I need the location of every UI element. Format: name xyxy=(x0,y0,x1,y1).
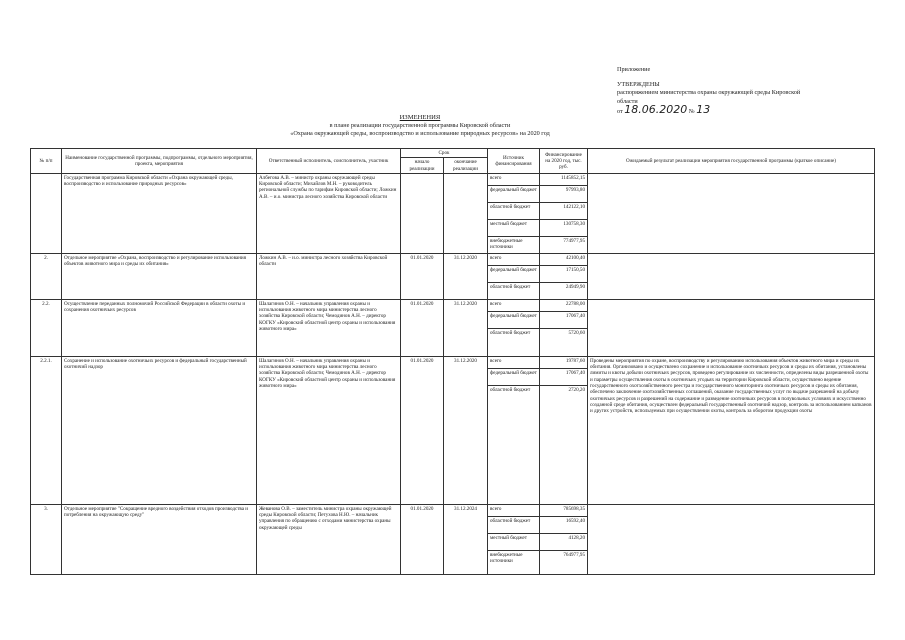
row-funding xyxy=(540,504,588,574)
row-end: 31.12.2024 xyxy=(444,504,488,574)
row-name: Осуществление переданных полномочий Российской Федерации в области охоты и сохранения охотничьих ресурсов xyxy=(62,299,257,356)
plan-table xyxy=(30,148,875,575)
row-executor: Шалагинов О.Н. – начальник управления охраны и использования животного мира министерства лесного хозяйства Кировской области; Чемодинов А.Н. – директор КОГКУ «Кировский областной центр охраны и использования животного мира» xyxy=(257,356,401,504)
row-num xyxy=(31,173,62,253)
order-line-1: распоряжением министерства охраны окружающей среды Кировской xyxy=(617,89,801,96)
row-executor: Жеванова О.В. – заместитель министра охраны окружающей среды Кировской области; Петухова Н.Ю. – начальник управления по обращению с отходами министерства охраны окружающей среды xyxy=(257,504,401,574)
funding-value: 5720,60 xyxy=(568,329,585,336)
approval-block xyxy=(617,66,897,117)
row-executor: Албегова А.В. – министр охраны окружающей среды Кировской области; Михайлов М.Н. – руководитель региональной службы по тарифам Кировской области; Ложкин А.В. – и.о. министра лесного хозяйства Кировской области xyxy=(257,173,401,253)
source-label: всего xyxy=(488,300,539,312)
source-label: местный бюджет xyxy=(488,220,539,237)
table-row xyxy=(31,299,875,356)
row-name: Сохранение и использование охотничьих ресурсов и федеральный государственный охотничий надзор xyxy=(62,356,257,504)
source-label: федеральный бюджет xyxy=(488,369,539,386)
order-line-2: области xyxy=(617,97,638,105)
row-executor: Ложкин А.В. – и.о. министра лесного хозяйства Кировской области xyxy=(257,253,401,299)
funding-value: 22788,00 xyxy=(540,300,587,312)
funding-value: 774977,95 xyxy=(563,237,585,244)
row-sources xyxy=(488,356,540,504)
row-name: Отдельное мероприятие «Охрана, воспроизводство и регулирование использования объектов животного мира и среды их обитания» xyxy=(62,253,257,299)
source-label: всего xyxy=(488,505,539,517)
row-result xyxy=(588,504,875,574)
number-prefix: № xyxy=(688,108,695,115)
funding-value: 42100,40 xyxy=(540,254,587,266)
row-start: 01.01.2020 xyxy=(401,253,444,299)
source-label: внебюджетные источники xyxy=(490,551,523,565)
row-start: 01.01.2020 xyxy=(401,356,444,504)
row-sources xyxy=(488,299,540,356)
title-line-3: «Охрана окружающей среды, воспроизводство и использование природных ресурсов» на 2020 год xyxy=(290,130,550,137)
table-body xyxy=(31,173,875,574)
title-line-2: в плане реализации государственной программы Кировской области xyxy=(329,122,511,129)
row-num: 2.2. xyxy=(31,299,62,356)
row-sources xyxy=(488,253,540,299)
row-result xyxy=(588,299,875,356)
header-executor: Ответственный исполнитель, соисполнитель, участник xyxy=(257,149,401,174)
source-label: областной бюджет xyxy=(490,283,531,290)
funding-value: 764977,95 xyxy=(563,551,585,558)
order-date: 18.06.2020 xyxy=(624,103,688,116)
row-sources xyxy=(488,173,540,253)
source-label: внебюджетные источники xyxy=(490,237,523,251)
header-name: Наименование государственной программы, подпрограммы, отдельного мероприятия, проекта, мероприятия xyxy=(62,149,257,174)
row-start: 01.01.2020 xyxy=(401,504,444,574)
source-label: федеральный бюджет xyxy=(488,266,539,283)
row-end: 31.12.2020 xyxy=(444,356,488,504)
row-result xyxy=(588,253,875,299)
document-title xyxy=(200,114,640,138)
funding-value: 2720,20 xyxy=(568,386,585,393)
row-start xyxy=(401,173,444,253)
row-funding xyxy=(540,253,588,299)
source-label: федеральный бюджет xyxy=(488,186,539,203)
funding-value: 16592,40 xyxy=(540,517,587,534)
funding-value: 17067,40 xyxy=(540,312,587,329)
header-term: Срок xyxy=(401,149,488,158)
row-executor: Шалагинов О.Н. – начальник управления охраны и использования животного мира министерства лесного хозяйства Кировской области; Чемодинов А.Н. – директор КОГКУ «Кировский областной центр охраны и использования животного мира» xyxy=(257,299,401,356)
row-name: Отдельное мероприятие "Сокращение вредного воздействия отходов производства и потребления на окружающую среду" xyxy=(62,504,257,574)
source-label: областной бюджет xyxy=(490,329,531,336)
row-num: 2. xyxy=(31,253,62,299)
row-funding xyxy=(540,299,588,356)
table-row xyxy=(31,504,875,574)
funding-value: 130758,30 xyxy=(540,220,587,237)
table-row xyxy=(31,253,875,299)
row-sources xyxy=(488,504,540,574)
header-num: № п/п xyxy=(31,149,62,174)
funding-value: 17067,40 xyxy=(540,369,587,386)
source-label: всего xyxy=(488,357,539,369)
source-label: местный бюджет xyxy=(488,534,539,551)
row-start: 01.01.2020 xyxy=(401,299,444,356)
funding-value: 1145852,15 xyxy=(540,174,587,186)
source-label: областной бюджет xyxy=(488,203,539,220)
header-funding: Финансирование на 2020 год, тыс. руб. xyxy=(540,149,588,174)
from-prefix: от xyxy=(617,108,623,115)
header-result: Ожидаемый результат реализации мероприятия государственной программы (краткое описание) xyxy=(588,149,875,174)
row-num: 2.2.1. xyxy=(31,356,62,504)
source-label: всего xyxy=(488,174,539,186)
source-label: федеральный бюджет xyxy=(488,312,539,329)
order-date-line xyxy=(617,103,897,117)
funding-value: 142122,10 xyxy=(540,203,587,220)
header-start: начало реализации xyxy=(401,158,444,174)
table-row xyxy=(31,356,875,504)
row-end: 31.12.2020 xyxy=(444,253,488,299)
title-main: ИЗМЕНЕНИЯ xyxy=(399,114,441,121)
appendix-label: Приложение xyxy=(617,66,651,73)
row-end xyxy=(444,173,488,253)
row-name: Государственная программа Кировской области «Охрана окружающей среды, воспроизводство и использование природных ресурсов» xyxy=(62,173,257,253)
funding-value: 24949,90 xyxy=(565,283,585,290)
row-num: 3. xyxy=(31,504,62,574)
source-label: всего xyxy=(488,254,539,266)
funding-value: 19787,60 xyxy=(540,357,587,369)
header-source: Источник финансирования xyxy=(488,149,540,174)
funding-value: 17150,50 xyxy=(540,266,587,283)
row-result xyxy=(588,173,875,253)
source-label: областной бюджет xyxy=(490,386,531,393)
funding-value: 97993,80 xyxy=(540,186,587,203)
row-funding xyxy=(540,173,588,253)
order-number: 13 xyxy=(696,103,711,116)
row-result: Проведены мероприятия по охране, воспроизводству и регулированию использования объектов животного мира и среды их обитания. Организовано и осуществлено сохранение и использование охотничьих ресурсов и среды их обитания, установлены лимиты и квоты добычи охотничьих ресурсов, проведено регулирование их численности, определены виды разрешенной охоты и параметры осуществления охоты в охотничьих угодьях на территории Кировской области, осуществлено ведение государственного охотхозяйственного реестра и государственного мониторинга охотничьих ресурсов и среды их обитания, обеспечено заключение охотхозяйственных соглашений, оказание государственных услуг по выдаче разрешений на добычу охотничьих ресурсов и разрешений на содержание и разведение охотничьих ресурсов в полувольных условиях и искусственно созданной среде обитания, осуществлен федеральный государственный охотничий надзор, контроль за использованием капканов и других устройств, используемых при осуществлении охоты, контроль за оборотом продукции охоты xyxy=(588,356,875,504)
table-row xyxy=(31,173,875,253)
row-funding xyxy=(540,356,588,504)
row-end: 31.12.2020 xyxy=(444,299,488,356)
source-label: областной бюджет xyxy=(488,517,539,534)
funding-value: 4128,20 xyxy=(540,534,587,551)
header-end: окончание реализации xyxy=(444,158,488,174)
funding-value: 785698,35 xyxy=(540,505,587,517)
approved-label: УТВЕРЖДЕНЫ xyxy=(617,80,660,88)
